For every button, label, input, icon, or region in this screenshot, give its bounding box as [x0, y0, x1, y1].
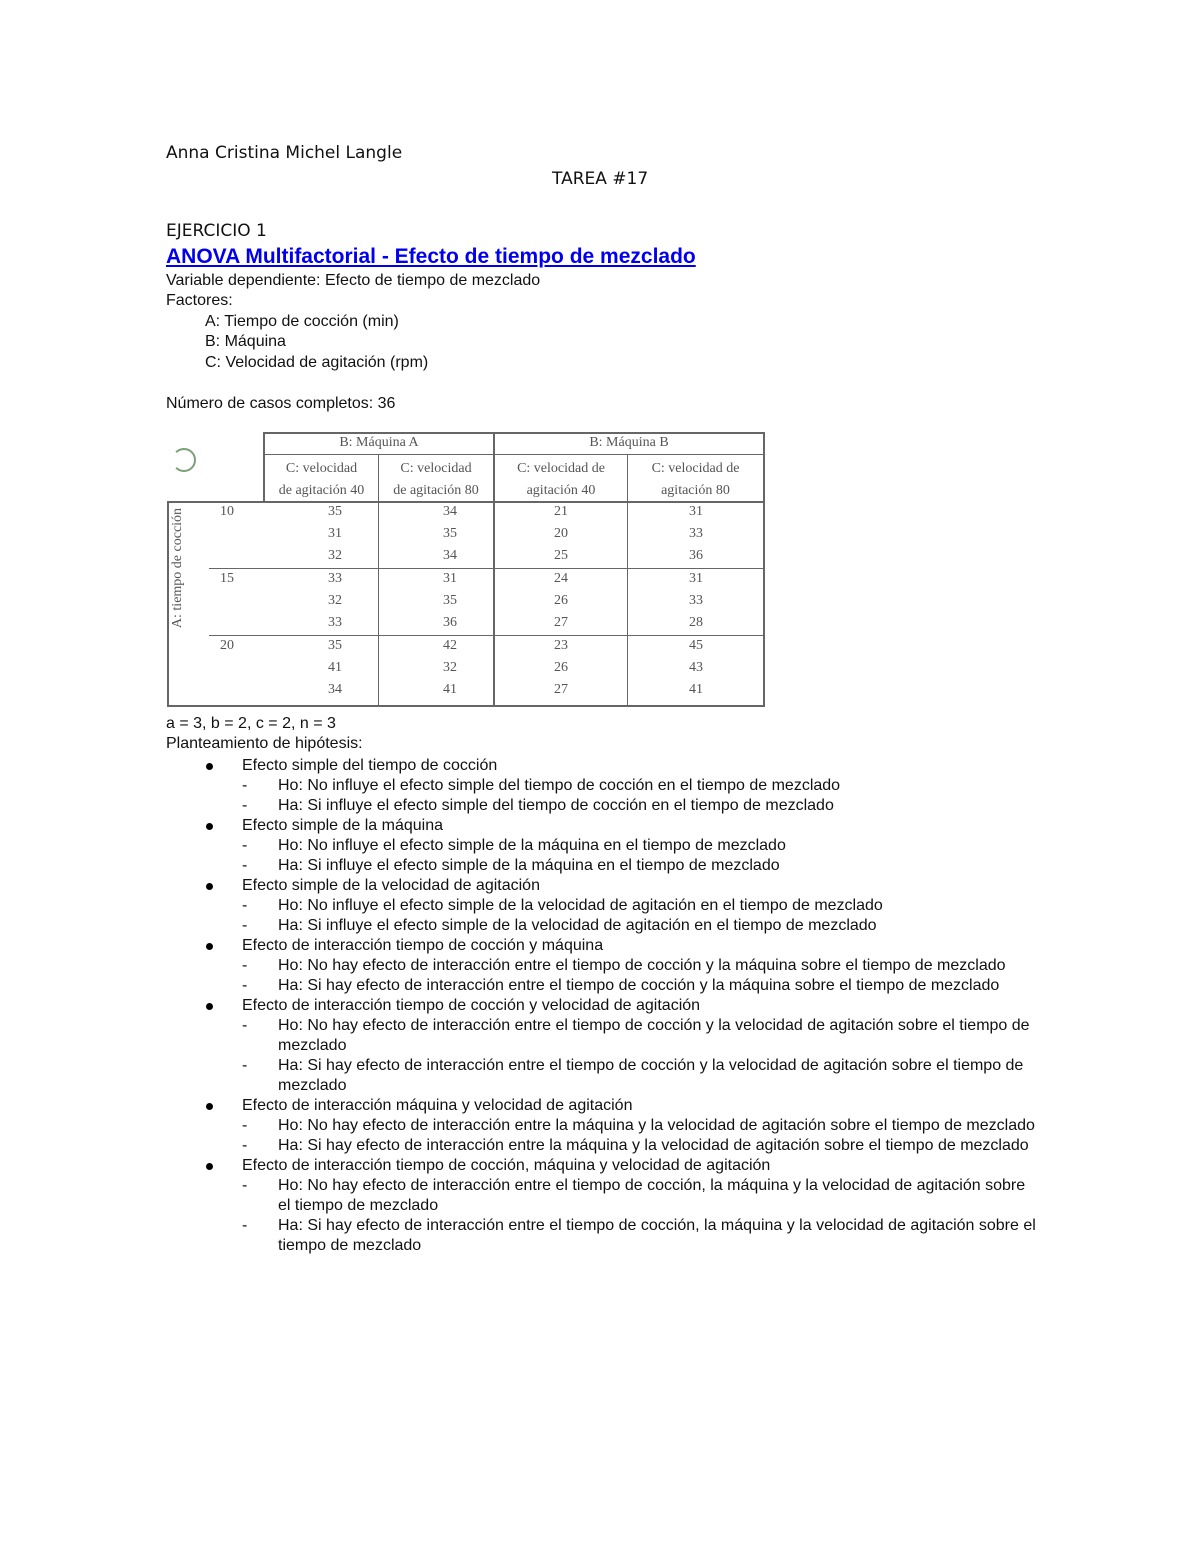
table-cell: 36: [443, 615, 457, 630]
bullet-icon: [206, 883, 213, 890]
hypothesis-ho: - Ho: No influye el efecto simple del tiempo de cocción en el tiempo de mezclado: [242, 777, 841, 794]
group-header-machine-b: B: Máquina B: [589, 435, 669, 450]
hypothesis-item: [166, 756, 1066, 776]
dash-icon: -: [242, 1017, 248, 1034]
hypothesis-item: [166, 1156, 1066, 1176]
dash-icon: -: [242, 1217, 248, 1234]
factor-b: B: Máquina: [205, 333, 286, 350]
factor-a: A: Tiempo de cocción (min): [205, 313, 399, 330]
table-cell: 21: [554, 504, 568, 519]
hypothesis-item: [166, 816, 1066, 836]
table-cell: 33: [328, 615, 342, 630]
dash-icon: -: [242, 777, 248, 794]
dash-icon: -: [242, 957, 248, 974]
table-cell: 32: [443, 660, 457, 675]
hypothesis-title: Efecto de interacción tiempo de cocción y máquina: [242, 937, 604, 954]
hypothesis-title: Efecto de interacción tiempo de cocción y velocidad de agitación: [242, 997, 701, 1014]
hypothesis-ha: - Ha: Si hay efecto de interacción entre el tiempo de cocción y la máquina sobre el tiempo de mezclado: [242, 977, 1000, 994]
bullet-icon: [206, 1163, 213, 1170]
group-header-machine-a: B: Máquina A: [339, 435, 419, 450]
table-cell: 43: [689, 660, 703, 675]
table-cell: 31: [689, 571, 703, 586]
complete-cases: Número de casos completos: 36: [166, 395, 396, 412]
dash-icon: -: [242, 917, 248, 934]
hypothesis-ha: - Ha: Si hay efecto de interacción entre el tiempo de cocción, la máquina y la velocidad de agitación sobre el tiempo de mezclado: [242, 1217, 1036, 1254]
hypotheses-label: Planteamiento de hipótesis:: [166, 735, 363, 752]
task-title: TAREA #17: [552, 169, 649, 189]
table-cell: 24: [554, 571, 568, 586]
hypothesis-title: Efecto de interacción tiempo de cocción, máquina y velocidad de agitación: [242, 1157, 771, 1174]
table-cell: 35: [328, 638, 342, 653]
hypothesis-ho: - Ho: No hay efecto de interacción entre la máquina y la velocidad de agitación sobre el tiempo de mezclado: [242, 1117, 1035, 1134]
subheader-a-40: C: velocidad de agitación 40: [278, 461, 365, 498]
table-cell: 25: [554, 548, 568, 563]
table-cell: 41: [689, 682, 703, 697]
factor-c: C: Velocidad de agitación (rpm): [205, 354, 429, 371]
dash-icon: -: [242, 1177, 248, 1194]
hypothesis-ha: - Ha: Si hay efecto de interacción entre la máquina y la velocidad de agitación sobre el tiempo de mezclado: [242, 1137, 1029, 1154]
hypothesis-ha: - Ha: Si influye el efecto simple del tiempo de cocción en el tiempo de mezclado: [242, 797, 834, 814]
factors-label: Factores:: [166, 292, 233, 309]
hypothesis-title: Efecto simple del tiempo de cocción: [242, 757, 498, 774]
hypothesis-title: Efecto simple de la máquina: [242, 817, 443, 834]
table-cell: 41: [328, 660, 342, 675]
table-cell: 32: [328, 548, 342, 563]
subheader-b-40: C: velocidad de agitación 40: [517, 461, 605, 498]
hypothesis-ho: - Ho: No hay efecto de interacción entre el tiempo de cocción, la máquina y la velocidad de agitación sobre el tiempo de mezclado: [242, 1177, 1026, 1214]
hypotheses-list: [166, 756, 1066, 1256]
hypothesis-ho: - Ho: No hay efecto de interacción entre el tiempo de cocción y la máquina sobre el tiempo de mezclado: [242, 957, 1006, 974]
table-cell: 35: [443, 526, 457, 541]
table-cell: 23: [554, 638, 568, 653]
table-cell: 34: [328, 682, 342, 697]
dash-icon: -: [242, 837, 248, 854]
bullet-icon: [206, 763, 213, 770]
table-cell: 34: [443, 504, 457, 519]
table-cell: 31: [443, 571, 457, 586]
row-level-10: 10: [220, 504, 234, 519]
bullet-icon: [206, 943, 213, 950]
table-cell: 36: [689, 548, 703, 563]
bullet-icon: [206, 823, 213, 830]
row-level-15: 15: [220, 571, 234, 586]
hypothesis-item: [166, 936, 1066, 956]
table-cell: 27: [554, 615, 568, 630]
hypothesis-title: Efecto simple de la velocidad de agitación: [242, 877, 540, 894]
dash-icon: -: [242, 897, 248, 914]
bullet-icon: [206, 1003, 213, 1010]
table-cell: 33: [328, 571, 342, 586]
subheader-a-80: C: velocidad de agitación 80: [393, 461, 479, 498]
anova-title-link[interactable]: ANOVA Multifactorial - Efecto de tiempo de mezclado: [166, 245, 696, 268]
hypothesis-ho: - Ho: No influye el efecto simple de la velocidad de agitación en el tiempo de mezclado: [242, 897, 883, 914]
hypothesis-ho: - Ho: No influye el efecto simple de la máquina en el tiempo de mezclado: [242, 837, 786, 854]
table-cell: 27: [554, 682, 568, 697]
table-cell: 31: [689, 504, 703, 519]
design-params: a = 3, b = 2, c = 2, n = 3: [166, 715, 336, 732]
hypothesis-item: [166, 876, 1066, 896]
row-level-20: 20: [220, 638, 234, 653]
hypothesis-item: [166, 1096, 1066, 1116]
table-cell: 35: [443, 593, 457, 608]
hypothesis-title: Efecto de interacción máquina y velocidad de agitación: [242, 1097, 633, 1114]
bullet-icon: [206, 1103, 213, 1110]
table-cell: 45: [689, 638, 703, 653]
dependent-variable: Variable dependiente: Efecto de tiempo de mezclado: [166, 272, 541, 289]
hypothesis-ha: - Ha: Si hay efecto de interacción entre el tiempo de cocción y la velocidad de agitación sobre el tiempo de mezclado: [242, 1057, 1024, 1094]
hypothesis-ha: - Ha: Si influye el efecto simple de la máquina en el tiempo de mezclado: [242, 857, 780, 874]
dash-icon: -: [242, 797, 248, 814]
table-cell: 33: [689, 526, 703, 541]
row-factor-label: A: tiempo de cocción: [170, 507, 185, 629]
data-table: [167, 432, 765, 707]
dash-icon: -: [242, 857, 248, 874]
table-cell: 26: [554, 593, 568, 608]
table-cell: 42: [443, 638, 457, 653]
exercise-label: EJERCICIO 1: [166, 221, 267, 241]
dash-icon: -: [242, 1057, 248, 1074]
table-cell: 26: [554, 660, 568, 675]
table-cell: 35: [328, 504, 342, 519]
table-cell: 32: [328, 593, 342, 608]
table-cell: 41: [443, 682, 457, 697]
author-name: Anna Cristina Michel Langle: [166, 143, 403, 163]
table-cell: 20: [554, 526, 568, 541]
dash-icon: -: [242, 1137, 248, 1154]
hypothesis-ho: - Ho: No hay efecto de interacción entre el tiempo de cocción y la velocidad de agitación sobre el tiempo de mezclado: [242, 1017, 1030, 1054]
table-cell: 34: [443, 548, 457, 563]
hypothesis-item: [166, 996, 1066, 1016]
dash-icon: -: [242, 1117, 248, 1134]
subheader-b-80: C: velocidad de agitación 80: [651, 461, 740, 498]
dash-icon: -: [242, 977, 248, 994]
hypothesis-ha: - Ha: Si influye el efecto simple de la velocidad de agitación en el tiempo de mezclado: [242, 917, 877, 934]
table-cell: 28: [689, 615, 703, 630]
table-cell: 31: [328, 526, 342, 541]
table-cell: 33: [689, 593, 703, 608]
